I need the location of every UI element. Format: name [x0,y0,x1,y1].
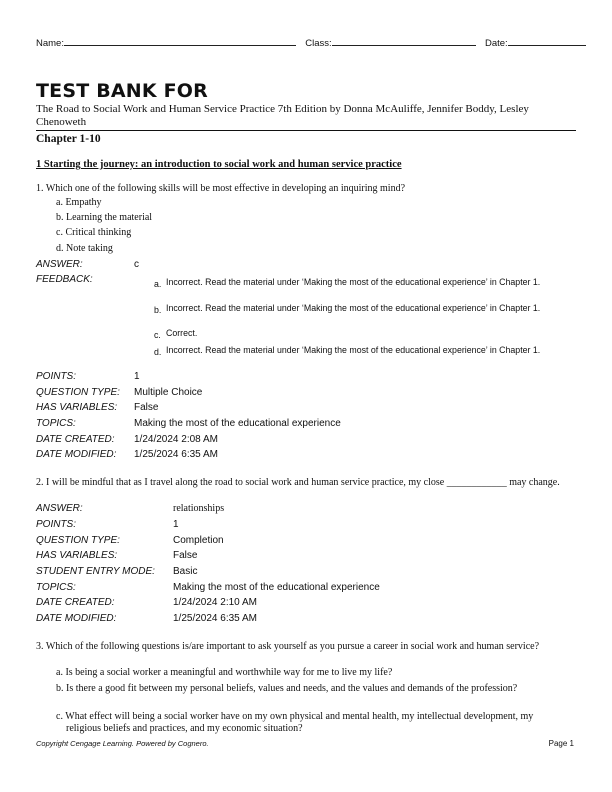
q2-question-type-value: Completion [173,535,224,546]
q1-has-variables-value: False [134,402,159,413]
feedback-text: Correct. [166,328,198,338]
q2-date-modified-value: 1/25/2024 6:35 AM [173,613,257,624]
section-title: 1 Starting the journey: an introduction to social work and human service practice [36,159,402,170]
q2-topics-label: TOPICS: [36,582,76,593]
feedback-text: Incorrect. Read the material under ‘Making the most of the educational experience’ in Chapter 1. [166,345,541,355]
doc-title: TEST BANK FOR [36,80,208,102]
q3-option-a: a. Is being a social worker a meaningful and worthwhile way for me to live my life? [56,667,393,678]
q1-feedback-b [154,303,554,325]
q2-points-label: POINTS: [36,519,77,530]
class-line [332,36,476,46]
q2-question-type-label: QUESTION TYPE: [36,535,120,546]
feedback-letter: c. [154,330,161,340]
q1-option-a: a. Empathy [56,197,102,208]
footer-copyright: Copyright Cengage Learning. Powered by Cognero. [36,739,209,748]
q2-has-variables-value: False [173,550,198,561]
q2-topics-value: Making the most of the educational experience [173,582,380,593]
q1-points-label: POINTS: [36,371,77,382]
q3-option-c: c. What effect will being a social worker have on my own physical and mental health, my intellectual development, my religious beliefs and practices, and my economic situation? [56,711,534,734]
q1-date-modified-label: DATE MODIFIED: [36,449,117,460]
q2-date-created-label: DATE CREATED: [36,597,115,608]
q1-date-created-value: 1/24/2024 2:08 AM [134,434,218,445]
q2-has-variables-label: HAS VARIABLES: [36,550,118,561]
q1-option-b: b. Learning the material [56,212,153,223]
title-rule [36,130,576,131]
q1-date-created-label: DATE CREATED: [36,434,115,445]
q1-answer-label: ANSWER: [36,259,83,270]
q2-student-entry-mode-value: Basic [173,566,198,577]
q1-topics-value: Making the most of the educational experience [134,418,341,429]
q1-question-type-value: Multiple Choice [134,387,203,398]
q1-option-c: c. Critical thinking [56,227,132,238]
name-label: Name: [36,38,64,49]
feedback-letter: b. [154,305,162,315]
q1-topics-label: TOPICS: [36,418,76,429]
q2-student-entry-mode-label: STUDENT ENTRY MODE: [36,566,155,577]
name-line [64,36,296,46]
q1-feedback-label: FEEDBACK: [36,274,93,285]
q1-option-d: d. Note taking [56,243,113,254]
question-2-text: 2. I will be mindful that as I travel along the road to social work and human service practice, my close ____________ may change. [36,477,560,488]
q1-points-value: 1 [134,371,140,382]
header-fields [36,36,586,49]
q2-answer-label: ANSWER: [36,503,83,514]
feedback-letter: a. [154,279,162,289]
q1-question-type-label: QUESTION TYPE: [36,387,120,398]
q3-option-b: b. Is there a good fit between my personal beliefs, values and needs, and the values and demands of the profession? [56,683,518,694]
question-3-text: 3. Which of the following questions is/are important to ask yourself as you pursue a career in social work and human service? [36,641,540,652]
q2-points-value: 1 [173,519,179,530]
q1-date-modified-value: 1/25/2024 6:35 AM [134,449,218,460]
footer-page-number: Page 1 [548,739,574,748]
q1-answer-value: c [134,259,139,270]
class-label: Class: [305,38,332,49]
date-line [508,36,586,46]
chapter-heading: Chapter 1-10 [36,133,101,145]
feedback-text: Incorrect. Read the material under ‘Making the most of the educational experience’ in Chapter 1. [166,303,541,313]
date-label: Date: [484,38,508,49]
q1-feedback-c [154,328,554,340]
q1-feedback-a [154,277,554,299]
feedback-letter: d. [154,347,162,357]
q1-has-variables-label: HAS VARIABLES: [36,402,118,413]
feedback-text: Incorrect. Read the material under ‘Making the most of the educational experience’ in Chapter 1. [166,277,541,287]
q1-feedback-d [154,345,554,367]
doc-subtitle: The Road to Social Work and Human Service Practice 7th Edition by Donna McAuliffe, Jennifer Boddy, Lesley Chenoweth [36,103,529,128]
q2-date-modified-label: DATE MODIFIED: [36,613,117,624]
question-1-text: 1. Which one of the following skills will be most effective in developing an inquiring mind? [36,183,406,194]
q2-date-created-value: 1/24/2024 2:10 AM [173,597,257,608]
q2-answer-value: relationships [173,503,225,514]
